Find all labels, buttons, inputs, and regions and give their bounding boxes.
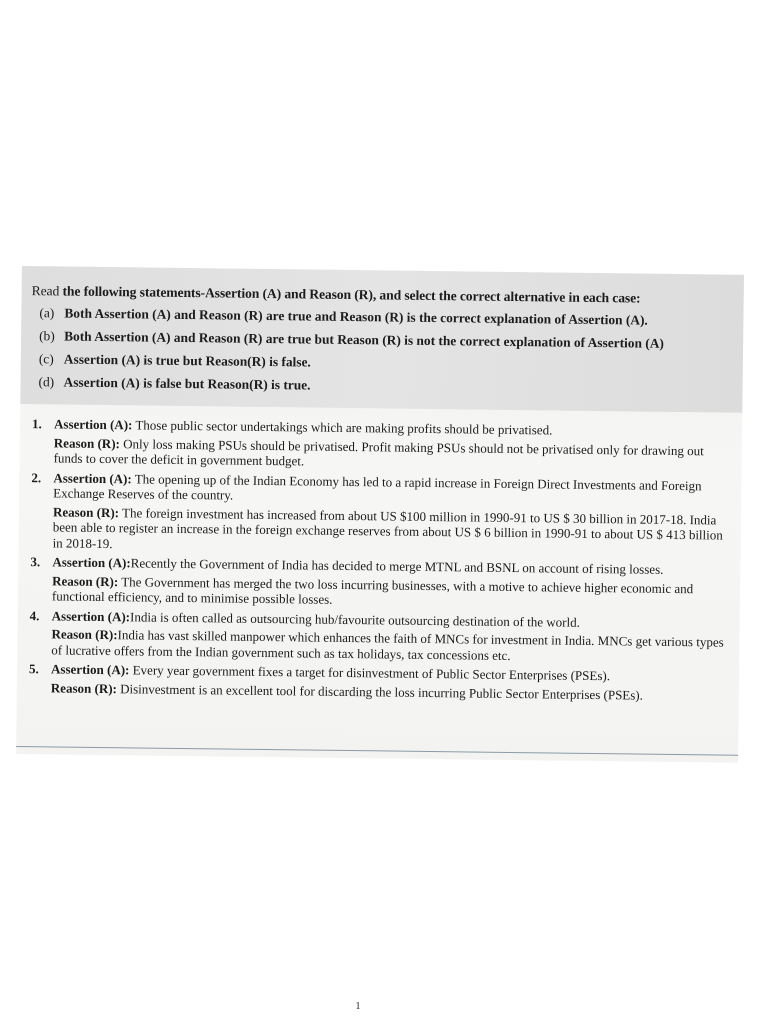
question-number: 1.	[31, 416, 42, 432]
option-text: Assertion (A) is true but Reason(R) is false.	[63, 351, 311, 370]
scanned-page	[16, 266, 744, 763]
instruction-lead: Read	[31, 283, 60, 299]
reason	[52, 573, 730, 612]
question-3	[30, 554, 731, 612]
question-5	[29, 661, 729, 704]
option-text: Assertion (A) is false but Reason(R) is true.	[63, 374, 311, 393]
question-number: 2.	[31, 469, 42, 485]
instruction-box	[20, 266, 744, 413]
answer-options	[38, 306, 739, 407]
reason	[53, 504, 732, 559]
option-letter: (a)	[39, 305, 55, 321]
option-letter: (c)	[38, 351, 54, 367]
reason-text: The Government has merged the two loss incurring businesses, with a motive to achieve higher economic and functional efficiency, and to minimise possible losses.	[51, 573, 694, 607]
option-text: Both Assertion (A) and Reason (R) are true but Reason (R) is not the correct explanation of Assertion (A)	[64, 328, 665, 351]
assertion-text: India is often called as outsourcing hub/favourite outsourcing destination of the world.	[129, 608, 580, 630]
assertion-text: Every year government fixes a target for disinvestment of Public Sector Enterprises (PSEs).	[132, 662, 611, 684]
question-number: 3.	[30, 554, 41, 570]
instruction-text: the following statements-Assertion (A) and Reason (R), and select the correct alternative in each case:	[62, 283, 641, 306]
assertion-label: Assertion (A):	[53, 469, 132, 486]
assertion-label: Assertion (A):	[53, 416, 133, 433]
question-number: 4.	[29, 607, 40, 623]
option-letter: (d)	[38, 374, 55, 390]
reason-text: India has vast skilled manpower which enhances the faith of MNCs for investment in India. MNCs get various types of lucrative offers from the Indian government such as tax holidays, tax concessions etc.	[51, 627, 724, 663]
page-number: 1	[355, 1001, 361, 1012]
reason-label: Reason (R):	[51, 626, 118, 643]
assertion	[53, 470, 731, 509]
reason-label: Reason (R):	[52, 572, 119, 589]
bottom-rule	[16, 746, 738, 756]
reason-label: Reason (R):	[52, 503, 120, 520]
assertion-label: Assertion (A):	[50, 661, 130, 678]
assertion-text: Recently the Government of India has decided to merge MTNL and BSNL on account of rising losses.	[130, 555, 664, 577]
assertion-label: Assertion (A):	[51, 607, 131, 624]
option-text: Both Assertion (A) and Reason (R) are true and Reason (R) is the correct explanation of Assertion (A).	[64, 305, 648, 328]
assertion-text: The opening up of the Indian Economy has led to a rapid increase in Foreign Direct Investments and Foreign Exchange Reserves of the country.	[53, 470, 702, 503]
reason-text: The foreign investment has increased from about US $100 million in 1990-91 to US $ 30 billion in 2017-18. India been able to register an increase in the foreign exchange reserves from about US $ 6 billion in 1990-91 to about US $ 413 billion in 2018-19.	[52, 504, 723, 551]
reason-text: Disinvestment is an excellent tool for discarding the loss incurring Public Sector Enterprises (PSEs).	[120, 680, 644, 703]
reason	[54, 435, 732, 474]
reason-text: Only loss making PSUs should be privatised. Profit making PSUs should not be privatised only for drawing out funds to cover the deficit in government budget.	[53, 435, 704, 469]
question-number: 5.	[28, 661, 39, 677]
assertion-label: Assertion (A):	[52, 554, 131, 571]
reason-label: Reason (R):	[53, 434, 121, 451]
instruction-heading	[32, 284, 737, 306]
reason-label: Reason (R):	[50, 679, 118, 696]
question-2	[31, 470, 732, 559]
question-4	[29, 608, 730, 666]
option-letter: (b)	[39, 328, 55, 344]
reason	[51, 626, 729, 665]
assertion-text: Those public sector undertakings which are making profits should be privatised.	[135, 417, 553, 438]
question-list	[29, 416, 732, 708]
question-1	[32, 416, 733, 474]
